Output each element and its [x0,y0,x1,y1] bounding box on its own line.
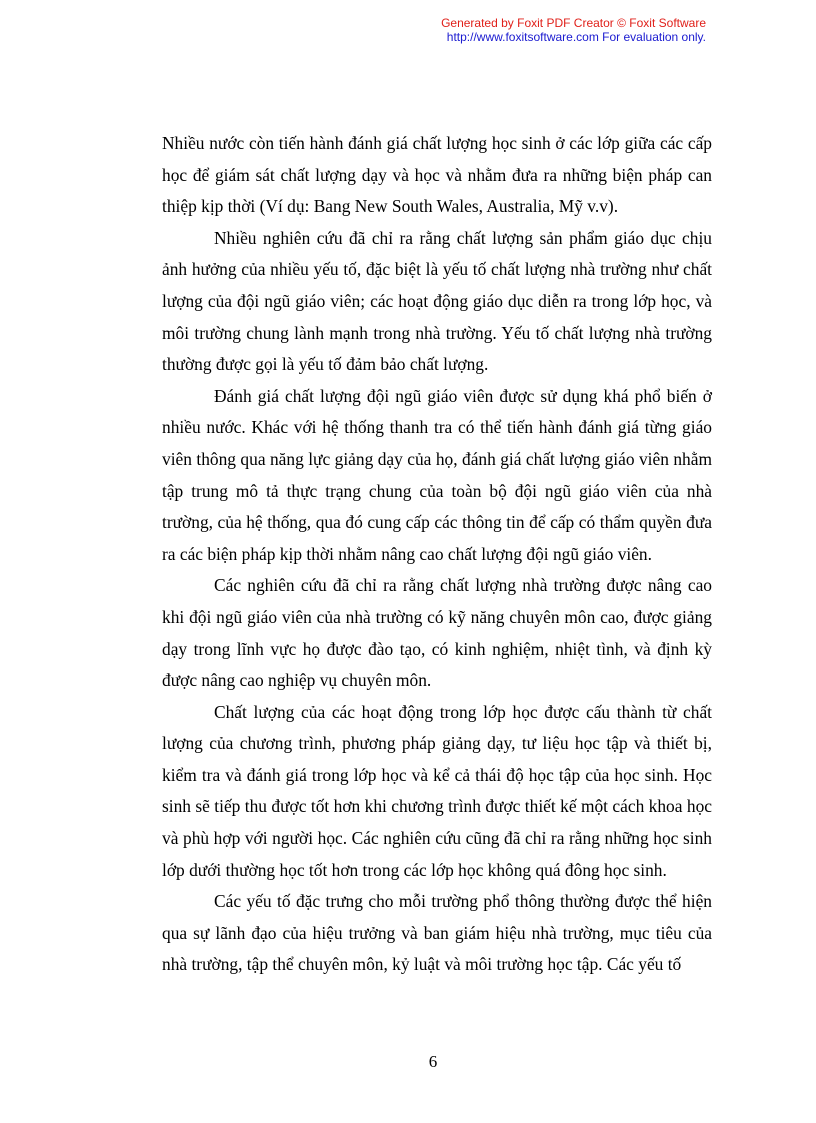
paragraph-6: Các yếu tố đặc trưng cho mỗi trường phổ thông thường được thể hiện qua sự lãnh đạo của hiệu trưởng và ban giám hiệu nhà trường, mục tiêu của nhà trường, tập thể chuyên môn, kỷ luật và môi trường học tập. Các yếu tố [162,891,712,975]
paragraph-3: Đánh giá chất lượng đội ngũ giáo viên được sử dụng khá phổ biến ở nhiều nước. Khác với hệ thống thanh tra có thể tiến hành đánh giá từng giáo viên thông qua năng lực giảng dạy của họ, đánh giá chất lượng giáo viên nhằm tập trung mô tả thực trạng chung của toàn bộ đội ngũ giáo viên của nhà trường, của hệ thống, qua đó cung cấp các thông tin để cấp có thẩm quyền đưa ra các biện pháp kịp thời nhằm nâng cao chất lượng đội ngũ giáo viên. [162,385,712,564]
paragraph-1: Nhiều nước còn tiến hành đánh giá chất lượng học sinh ở các lớp giữa các cấp học để giám sát chất lượng dạy và học và nhằm đưa ra những biện pháp can thiệp kịp thời (Ví dụ: Bang New South Wales, Australia, Mỹ v.v). [162,133,712,217]
foxit-watermark [441,16,706,44]
paragraph-5: Chất lượng của các hoạt động trong lớp học được cấu thành từ chất lượng của chương trình, phương pháp giảng dạy, tư liệu học tập và thiết bị, kiểm tra và đánh giá trong lớp học và kể cả thái độ học tập của học sinh. Học sinh sẽ tiếp thu được tốt hơn khi chương trình được thiết kế một cách khoa học và phù hợp với người học. Các nghiên cứu cũng đã chỉ ra rằng những học sinh lớp dưới thường học tốt hơn trong các lớp học không quá đông học sinh. [162,701,712,880]
paragraph-4: Các nghiên cứu đã chỉ ra rằng chất lượng nhà trường được nâng cao khi đội ngũ giáo viên của nhà trường có kỹ năng chuyên môn cao, được giảng dạy trong lĩnh vực họ được đào tạo, có kinh nghiệm, nhiệt tình, và định kỳ được nâng cao nghiệp vụ chuyên môn. [162,575,712,691]
page-number: 6 [428,1052,438,1071]
watermark-line-2: http://www.foxitsoftware.com For evaluation only. [446,30,706,44]
watermark-line-1: Generated by Foxit PDF Creator © Foxit Software [441,16,706,30]
paragraph-2: Nhiều nghiên cứu đã chỉ ra rằng chất lượng sản phẩm giáo dục chịu ảnh hưởng của nhiều yếu tố, đặc biệt là yếu tố chất lượng nhà trường như chất lượng của đội ngũ giáo viên; các hoạt động giáo dục diễn ra trong lớp học, và môi trường chung lành mạnh trong nhà trường. Yếu tố chất lượng nhà trường thường được gọi là yếu tố đảm bảo chất lượng. [162,227,712,375]
document-body [162,128,712,981]
